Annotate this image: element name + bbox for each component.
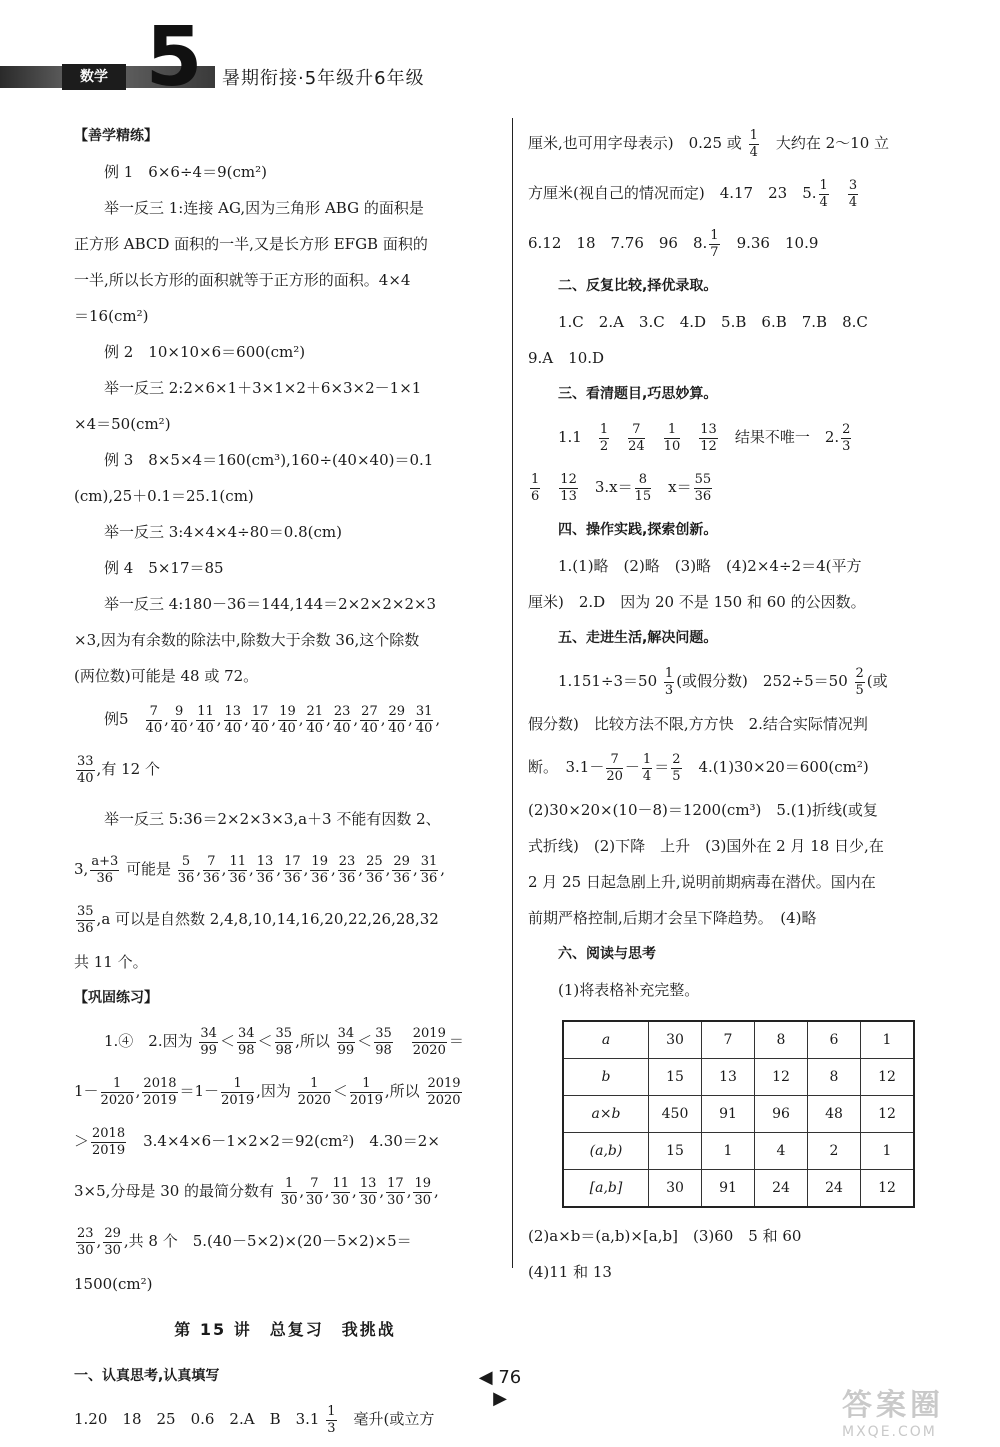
fraction: $\frac{19}{30}$ bbox=[414, 1175, 432, 1208]
lecture-title: 第 15 讲 总复习 我挑战 bbox=[174, 1320, 396, 1339]
table-row bbox=[563, 1096, 914, 1133]
table-cell: [a,b] bbox=[563, 1170, 649, 1208]
text-line: 举一反三 1:连接 AG,因为三角形 ABG 的面积是 bbox=[104, 199, 424, 217]
column-divider bbox=[512, 118, 513, 1268]
subject-tag: 数学 bbox=[62, 64, 126, 90]
fraction: $\frac{34}{99}$ bbox=[200, 1025, 217, 1058]
text-line: 举一反三 4:180－36＝144,144＝2×2×2×2×3 bbox=[104, 595, 437, 613]
text-line: 1500(cm²) bbox=[74, 1275, 153, 1293]
table-cell: a×b bbox=[563, 1096, 649, 1133]
table-cell: b bbox=[563, 1059, 649, 1096]
fraction: $\frac{17}{30}$ bbox=[387, 1175, 404, 1208]
fraction: $\frac{17}{36}$ bbox=[284, 853, 301, 886]
fraction: $\frac{7}{36}$ bbox=[203, 853, 220, 886]
table-cell: 8 bbox=[755, 1021, 808, 1059]
text-line: 举一反三 3:4×4×4÷80＝0.8(cm) bbox=[104, 523, 342, 541]
text-line: (1)将表格补充完整。 bbox=[558, 981, 700, 999]
fraction-line: ＞ $\frac{2018}{2019}$ 3.4×4×6－1×2×2＝92(cm²) 4.30＝2× bbox=[74, 1125, 440, 1158]
fraction: $\frac{13}{12}$ bbox=[700, 421, 717, 454]
fraction: $\frac{1}{10}$ bbox=[663, 421, 681, 454]
table-row bbox=[563, 1021, 914, 1059]
fraction-line: $\frac{33}{40}$ ,有 12 个 bbox=[77, 753, 160, 786]
fraction: $\frac{1}{2019}$ bbox=[221, 1075, 255, 1108]
text-line: 共 11 个。 bbox=[74, 953, 148, 971]
table-cell: 1 bbox=[702, 1133, 755, 1170]
text-line: ×4＝50(cm²) bbox=[74, 415, 171, 433]
fraction: $\frac{25}{36}$ bbox=[366, 853, 383, 886]
text-line: 一半,所以长方形的面积就等于正方形的面积。4×4 bbox=[74, 271, 411, 289]
fraction: $\frac{1}{4}$ bbox=[642, 751, 652, 784]
table-cell: 91 bbox=[702, 1170, 755, 1208]
fraction: $\frac{21}{40}$ bbox=[306, 703, 324, 736]
table-cell: 24 bbox=[755, 1170, 808, 1208]
table-cell: 8 bbox=[808, 1059, 861, 1096]
table-cell: 1 bbox=[861, 1021, 915, 1059]
fraction: $\frac{12}{13}$ bbox=[560, 471, 577, 504]
section-heading: 二、反复比较,择优录取。 bbox=[558, 278, 718, 294]
fraction: $\frac{29}{30}$ bbox=[104, 1225, 121, 1258]
fraction: $\frac{9}{40}$ bbox=[170, 703, 188, 736]
text-line: (cm),25＋0.1＝25.1(cm) bbox=[74, 487, 254, 505]
fraction-line: 例5 $\frac{7}{40}$ , $\frac{9}{40}$ , $\frac{11}{40}$ , $\frac{13}{40}$ , $\frac{17}{40}$ , $\frac{19}{40}$ , $\frac{21}{40}$ , $\frac{23}{40}$ , $\frac{27}{40}$ , $\frac{29}{40}$ , $\frac{31}{40}$ , bbox=[104, 703, 441, 736]
page-number: ◀ 76 ▶ bbox=[478, 1367, 522, 1409]
text-line: 举一反三 5:36＝2×2×3×3,a＋3 不能有因数 2、 bbox=[104, 810, 441, 828]
text-line: 正方形 ABCD 面积的一半,又是长方形 EFGB 面积的 bbox=[74, 235, 428, 253]
fraction: $\frac{29}{36}$ bbox=[393, 853, 410, 886]
fraction: $\frac{19}{36}$ bbox=[311, 853, 328, 886]
table-cell: 15 bbox=[649, 1059, 702, 1096]
table-cell: 30 bbox=[649, 1021, 702, 1059]
table-row bbox=[563, 1133, 914, 1170]
section-heading: 【善学精练】 bbox=[74, 128, 158, 144]
fraction: $\frac{3}{4}$ bbox=[848, 177, 858, 210]
fraction-line: 断。 3.1－ $\frac{7}{20}$ － $\frac{1}{4}$ ＝ $\frac{2}{5}$ 4.(1)30×20＝600(cm²) bbox=[528, 751, 869, 784]
text-line: (2)a×b＝(a,b)×[a,b] (3)60 5 和 60 bbox=[528, 1227, 802, 1245]
page-header-title: 暑期衔接·5年级升6年级 bbox=[222, 68, 425, 89]
text-line: (4)11 和 13 bbox=[528, 1263, 612, 1281]
fraction: $\frac{33}{40}$ bbox=[77, 753, 94, 786]
fraction: $\frac{31}{36}$ bbox=[420, 853, 438, 886]
text-line: ×3,因为有余数的除法中,除数大于余数 36,这个除数 bbox=[74, 631, 420, 649]
section-heading: 四、操作实践,探索创新。 bbox=[558, 522, 718, 538]
fraction: $\frac{35}{36}$ bbox=[77, 903, 94, 936]
fraction: $\frac{34}{99}$ bbox=[337, 1025, 355, 1058]
table-cell: 13 bbox=[702, 1059, 755, 1096]
fraction: $\frac{2019}{2020}$ bbox=[412, 1025, 446, 1058]
table-cell: 24 bbox=[808, 1170, 861, 1208]
watermark-url: MXQE.COM bbox=[842, 1424, 937, 1440]
fraction: $\frac{1}{4}$ bbox=[749, 127, 758, 160]
fraction-line: 1.20 18 25 0.6 2.A B 3.1 $\frac{1}{3}$ 毫升(或立方 bbox=[74, 1403, 435, 1436]
text-line: (2)30×20×(10－8)＝1200(cm³) 5.(1)折线(或复 bbox=[528, 801, 878, 819]
fraction-line: 3, $\frac{a+3}{36}$ 可能是 $\frac{5}{36}$ , $\frac{7}{36}$ , $\frac{11}{36}$ , $\frac{13}{36}$ , $\frac{17}{36}$ , $\frac{19}{36}$ , $\frac{23}{36}$ , $\frac{25}{36}$ , $\frac{29}{36}$ , $\frac{31}{36}$ , bbox=[74, 853, 446, 886]
fraction-line: 3×5,分母是 30 的最简分数有 $\frac{1}{30}$ , $\frac{7}{30}$ , $\frac{11}{30}$ , $\frac{13}{30}$ , $\frac{17}{30}$ , $\frac{19}{30}$ , bbox=[74, 1175, 439, 1208]
text-line: 1.(1)略 (2)略 (3)略 (4)2×4÷2＝4(平方 bbox=[558, 557, 862, 575]
text-line: 假分数) 比较方法不限,方方快 2.结合实际情况判 bbox=[528, 715, 868, 733]
fraction: $\frac{35}{98}$ bbox=[375, 1025, 392, 1058]
fraction-line: 方厘米(视自己的情况而定) 4.17 23 5. $\frac{1}{4}$ $\frac{3}{4}$ bbox=[528, 177, 858, 210]
fraction-line: 1.④ 2.因为 $\frac{34}{99}$ ＜ $\frac{34}{98}$ ＜ $\frac{35}{98}$ ,所以 $\frac{34}{99}$ ＜ $\frac{35}{98}$ $\frac{2019}{2020}$ ＝ bbox=[104, 1025, 464, 1058]
fraction: $\frac{1}{3}$ bbox=[664, 665, 674, 698]
table-cell: 15 bbox=[649, 1133, 702, 1170]
section-heading: 三、看清题目,巧思妙算。 bbox=[558, 386, 718, 402]
fraction: $\frac{1}{7}$ bbox=[710, 227, 719, 260]
left-column bbox=[74, 118, 496, 1444]
fraction: $\frac{2}{3}$ bbox=[842, 421, 851, 454]
table-cell: 4 bbox=[755, 1133, 808, 1170]
table-cell: 6 bbox=[808, 1021, 861, 1059]
table-cell: 30 bbox=[649, 1170, 702, 1208]
fraction: $\frac{11}{30}$ bbox=[332, 1175, 350, 1208]
fraction: $\frac{11}{36}$ bbox=[229, 853, 246, 886]
fraction: $\frac{29}{40}$ bbox=[388, 703, 406, 736]
fraction: $\frac{a+3}{36}$ bbox=[91, 853, 119, 886]
text-line: 例 4 5×17＝85 bbox=[104, 559, 224, 577]
fraction: $\frac{34}{98}$ bbox=[237, 1025, 255, 1058]
text-line: 例 2 10×10×6＝600(cm²) bbox=[104, 343, 306, 361]
section-heading: 六、阅读与思考 bbox=[558, 946, 656, 962]
fraction: $\frac{1}{2019}$ bbox=[349, 1075, 383, 1108]
right-column bbox=[528, 118, 948, 1290]
fraction: $\frac{2019}{2020}$ bbox=[427, 1075, 461, 1108]
fraction: $\frac{2018}{2019}$ bbox=[143, 1075, 177, 1108]
text-line: 9.A 10.D bbox=[528, 349, 605, 367]
fraction-line: $\frac{1}{6}$ $\frac{12}{13}$ 3.x＝ $\frac{8}{15}$ x＝ $\frac{55}{36}$ bbox=[531, 471, 712, 504]
text-line: 式折线) (2)下降 上升 (3)国外在 2 月 18 日少,在 bbox=[528, 837, 884, 855]
gcd-lcm-table bbox=[562, 1020, 915, 1208]
table-cell: 2 bbox=[808, 1133, 861, 1170]
table-cell: 12 bbox=[861, 1059, 915, 1096]
text-line: 厘米) 2.D 因为 20 不是 150 和 60 的公因数。 bbox=[528, 593, 866, 611]
text-line: ＝16(cm²) bbox=[74, 307, 149, 325]
text-line: (两位数)可能是 48 或 72。 bbox=[74, 667, 259, 685]
fraction: $\frac{7}{20}$ bbox=[606, 751, 623, 784]
fraction: $\frac{2}{5}$ bbox=[672, 751, 681, 784]
fraction: $\frac{1}{2020}$ bbox=[100, 1075, 134, 1108]
table-cell: 12 bbox=[861, 1170, 915, 1208]
fraction: $\frac{13}{36}$ bbox=[256, 853, 274, 886]
fraction-line: 1－ $\frac{1}{2020}$ , $\frac{2018}{2019}$ ＝1－ $\frac{1}{2019}$ ,因为 $\frac{1}{2020}$ ＜ $\frac{1}{2019}$ ,所以 $\frac{2019}{2020}$ bbox=[74, 1075, 461, 1108]
table-cell: 96 bbox=[755, 1096, 808, 1133]
fraction: $\frac{2018}{2019}$ bbox=[92, 1125, 126, 1158]
table-cell: 7 bbox=[702, 1021, 755, 1059]
fraction: $\frac{35}{98}$ bbox=[275, 1025, 293, 1058]
watermark bbox=[842, 1380, 992, 1440]
fraction-line: 1.151÷3＝50 $\frac{1}{3}$ (或假分数) 252÷5＝50 $\frac{2}{5}$ (或 bbox=[558, 665, 888, 698]
fraction: $\frac{1}{4}$ bbox=[819, 177, 828, 210]
fraction: $\frac{31}{40}$ bbox=[415, 703, 433, 736]
fraction: $\frac{8}{15}$ bbox=[634, 471, 652, 504]
fraction-line: $\frac{35}{36}$ ,a 可以是自然数 2,4,8,10,14,16,20,22,26,28,32 bbox=[77, 903, 439, 936]
table-cell: 12 bbox=[755, 1059, 808, 1096]
fraction: $\frac{27}{40}$ bbox=[361, 703, 378, 736]
fraction-line: 6.12 18 7.76 96 8. $\frac{1}{7}$ 9.36 10.9 bbox=[528, 227, 819, 260]
fraction: $\frac{1}{2020}$ bbox=[297, 1075, 331, 1108]
fraction: $\frac{23}{40}$ bbox=[333, 703, 351, 736]
fraction: $\frac{7}{24}$ bbox=[628, 421, 645, 454]
section-heading: 五、走进生活,解决问题。 bbox=[558, 630, 718, 646]
table-cell: a bbox=[563, 1021, 649, 1059]
fraction: $\frac{7}{40}$ bbox=[145, 703, 163, 736]
fraction-line: $\frac{23}{30}$ , $\frac{29}{30}$ ,共 8 个 5.(40－5×2)×(20－5×2)×5＝ bbox=[77, 1225, 412, 1258]
fraction: $\frac{13}{30}$ bbox=[359, 1175, 377, 1208]
table-cell: 48 bbox=[808, 1096, 861, 1133]
text-line: 1.C 2.A 3.C 4.D 5.B 6.B 7.B 8.C bbox=[558, 313, 868, 331]
fraction: $\frac{7}{30}$ bbox=[306, 1175, 323, 1208]
fraction: $\frac{1}{3}$ bbox=[327, 1403, 336, 1436]
table-cell: 91 bbox=[702, 1096, 755, 1133]
table-cell: 450 bbox=[649, 1096, 702, 1133]
volume-number: 5 bbox=[145, 10, 203, 105]
fraction: $\frac{2}{5}$ bbox=[855, 665, 864, 698]
fraction: $\frac{1}{30}$ bbox=[280, 1175, 298, 1208]
fraction-line: 厘米,也可用字母表示) 0.25 或 $\frac{1}{4}$ 大约在 2～10 立 bbox=[528, 127, 890, 160]
table-row bbox=[563, 1170, 914, 1208]
fraction: $\frac{23}{36}$ bbox=[338, 853, 356, 886]
fraction: $\frac{13}{40}$ bbox=[224, 703, 242, 736]
text-line: 2 月 25 日起急剧上升,说明前期病毒在潜伏。国内在 bbox=[528, 873, 876, 891]
fraction: $\frac{55}{36}$ bbox=[694, 471, 712, 504]
table-row bbox=[563, 1059, 914, 1096]
fraction: $\frac{23}{30}$ bbox=[77, 1225, 94, 1258]
table-cell: 12 bbox=[861, 1096, 915, 1133]
text-line: 例 1 6×6÷4＝9(cm²) bbox=[104, 163, 267, 181]
fraction: $\frac{5}{36}$ bbox=[177, 853, 195, 886]
fraction: $\frac{17}{40}$ bbox=[251, 703, 269, 736]
table-cell: (a,b) bbox=[563, 1133, 649, 1170]
fraction: $\frac{1}{6}$ bbox=[531, 471, 540, 504]
fraction: $\frac{1}{2}$ bbox=[599, 421, 609, 454]
text-line: 例 3 8×5×4＝160(cm³),160÷(40×40)＝0.1 bbox=[104, 451, 434, 469]
watermark-logo: 答案圈 bbox=[842, 1388, 944, 1423]
table-cell: 1 bbox=[861, 1133, 915, 1170]
text-line: 前期严格控制,后期才会呈下降趋势。 (4)略 bbox=[528, 909, 817, 927]
page-number-text: 76 bbox=[498, 1367, 522, 1388]
section-heading: 一、认真思考,认真填写 bbox=[74, 1368, 220, 1384]
fraction: $\frac{19}{40}$ bbox=[279, 703, 296, 736]
section-heading: 【巩固练习】 bbox=[74, 990, 158, 1006]
fraction-line: 1.1 $\frac{1}{2}$ $\frac{7}{24}$ $\frac{1}{10}$ $\frac{13}{12}$ 结果不唯一 2. $\frac{2}{3}$ bbox=[558, 421, 851, 454]
text-line: 举一反三 2:2×6×1＋3×1×2＋6×3×2－1×1 bbox=[104, 379, 422, 397]
fraction: $\frac{11}{40}$ bbox=[197, 703, 214, 736]
